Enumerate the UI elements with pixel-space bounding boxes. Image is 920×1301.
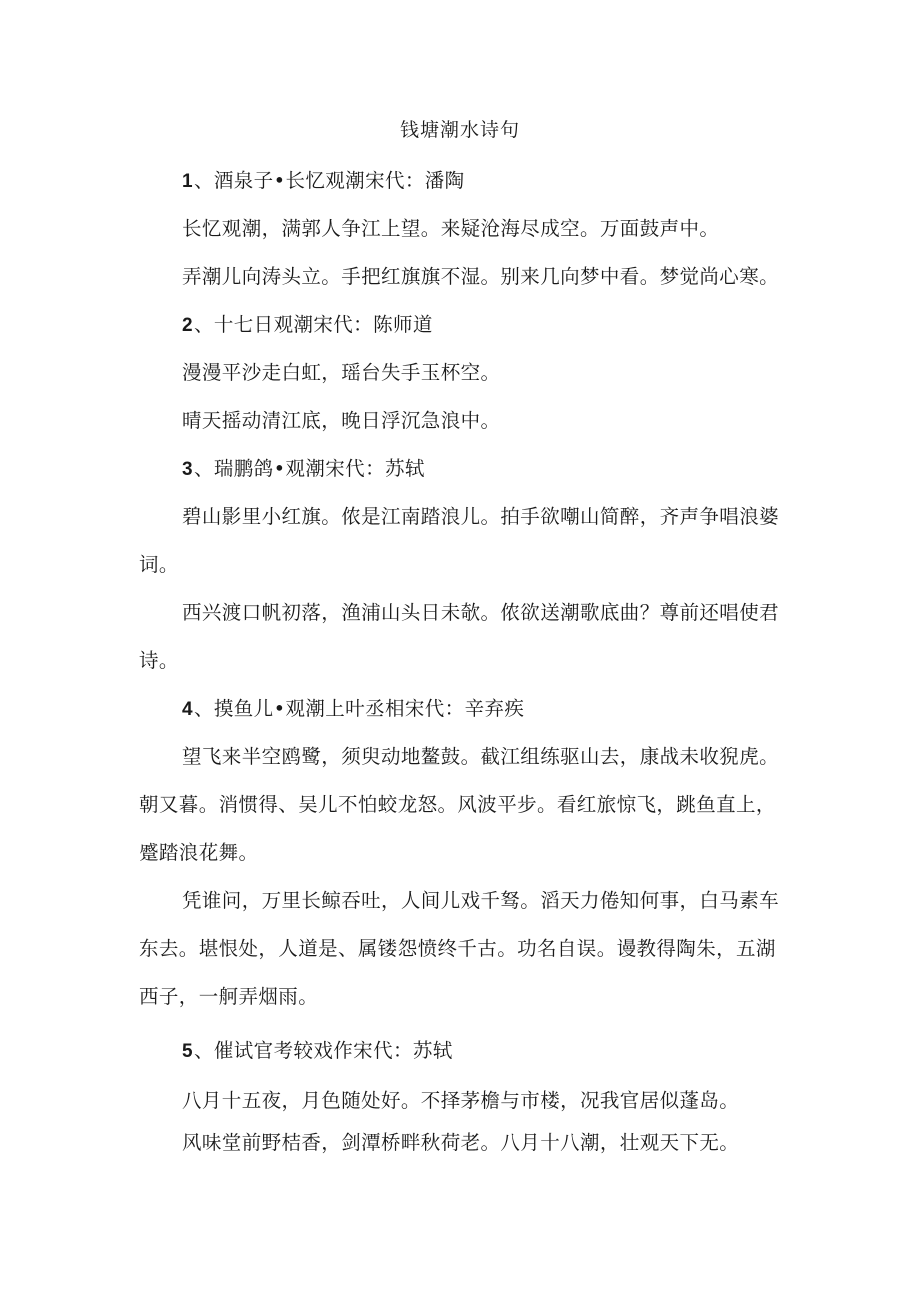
poem-line: 晴天摇动清江底，晚日浮沉急浪中。 — [182, 409, 501, 432]
poem-line: 风味堂前野桔香，剑潭桥畔秋荷老。八月十八潮，壮观天下无。 — [182, 1131, 740, 1154]
poem-heading — [182, 167, 465, 196]
poem-line: 东去。堪恨处，人道是、属镂怨愤终千古。功名自误。谩教得陶朱，五湖 — [139, 937, 776, 960]
poem-line: 朝又暮。消惯得、吴儿不怕蛟龙怒。风波平步。看红旅惊飞，跳鱼直上， — [139, 793, 776, 816]
poem-heading-text: 、酒泉子•长忆观潮宋代：潘陶 — [193, 169, 465, 192]
poem-heading-text: 、摸鱼儿•观潮上叶丞相宋代：辛弃疾 — [193, 697, 525, 720]
poem-heading — [182, 311, 433, 340]
poem-heading-text: 、十七日观潮宋代：陈师道 — [193, 313, 433, 336]
document-title: 钱塘潮水诗句 — [399, 119, 520, 141]
poem-line: 碧山影里小红旗。侬是江南踏浪儿。拍手欲嘲山简醉，齐声争唱浪婆 — [182, 505, 780, 528]
poem-heading — [182, 455, 425, 484]
poem-number: 4 — [182, 699, 193, 720]
poem-line: 诗。 — [139, 649, 179, 672]
poem-line: 漫漫平沙走白虹，瑶台失手玉杯空。 — [182, 361, 501, 384]
poem-number: 2 — [182, 315, 193, 336]
poem-number: 5 — [182, 1041, 193, 1062]
poem-number: 1 — [182, 171, 193, 192]
poem-heading-text: 、瑞鹏鸽•观潮宋代：苏轼 — [193, 457, 425, 480]
poem-line: 蹙踏浪花舞。 — [139, 841, 259, 864]
poem-heading-text: 、催试官考较戏作宋代：苏轼 — [193, 1039, 453, 1062]
poem-line: 望飞来半空鸥鹭，须臾动地鳌鼓。截江组练驱山去，康战未收猊虎。 — [182, 745, 780, 768]
poem-line: 词。 — [139, 553, 179, 576]
poem-number: 3 — [182, 459, 193, 480]
poem-heading — [182, 695, 524, 724]
poem-line: 长忆观潮，满郭人争江上望。来疑沧海尽成空。万面鼓声中。 — [182, 217, 720, 240]
poem-line: 弄潮儿向涛头立。手把红旗旗不湿。别来几向梦中看。梦觉尚心寒。 — [182, 265, 780, 288]
poem-line: 八月十五夜，月色随处好。不择茅檐与市楼，况我官居似蓬岛。 — [182, 1089, 740, 1112]
poem-line: 西子，一舸弄烟雨。 — [139, 985, 319, 1008]
poem-line: 西兴渡口帆初落，渔浦山头日未欹。侬欲送潮歌底曲？尊前还唱使君 — [182, 601, 780, 624]
poem-line: 凭谁问，万里长鲸吞吐，人间儿戏千驽。滔天力倦知何事，白马素车 — [182, 889, 780, 912]
poem-heading — [182, 1037, 453, 1066]
